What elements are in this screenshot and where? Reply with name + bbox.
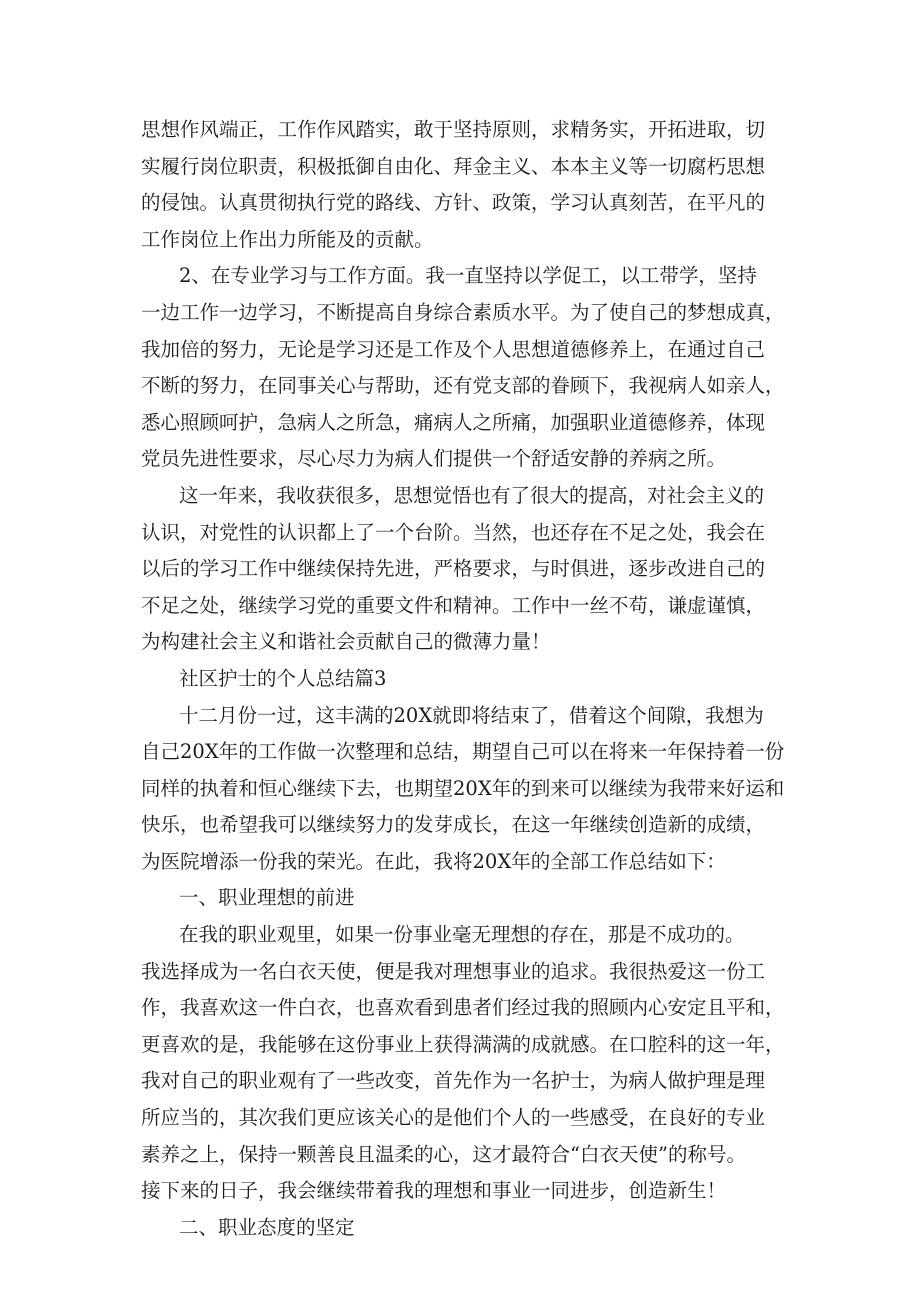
text-line: 作，我喜欢这一件白衣，也喜欢看到患者们经过我的照顾内心安定且平和， — [141, 996, 785, 1020]
text-line: 快乐，也希望我可以继续努力的发芽成长，在这一年继续创造新的成绩， — [141, 813, 766, 837]
text-line: 这一年来，我收获很多，思想觉悟也有了很大的提高，对社会主义的 — [179, 483, 765, 507]
document-body — [141, 112, 791, 1246]
text-line: 为构建社会主义和谐社会贡献自己的微薄力量！ — [141, 630, 551, 654]
text-line: 我对自己的职业观有了一些改变，首先作为一名护士，为病人做护理是理 — [141, 1069, 766, 1093]
text-line: 社区护士的个人总结篇3 — [179, 666, 387, 690]
text-line: 工作岗位上作出力所能及的贡献。 — [141, 227, 434, 251]
text-line: 十二月份一过，这丰满的20X就即将结束了，借着这个间隙，我想为 — [179, 703, 764, 727]
text-line: 实履行岗位职责，积极抵御自由化、拜金主义、本本主义等一切腐朽思想 — [141, 154, 766, 178]
text-line: 的侵蚀。认真贯彻执行党的路线、方针、政策，学习认真刻苦，在平凡的 — [141, 191, 766, 215]
text-line: 不断的努力，在同事关心与帮助，还有党支部的眷顾下，我视病人如亲人， — [141, 374, 785, 398]
text-line: 党员先进性要求，尽心尽力为病人们提供一个舒适安静的养病之所。 — [141, 447, 727, 471]
text-line: 2、在专业学习与工作方面。我一直坚持以学促工，以工带学，坚持 — [179, 264, 757, 288]
text-line: 同样的执着和恒心继续下去，也期望20X年的到来可以继续为我带来好运和 — [141, 776, 785, 800]
text-line: 悉心照顾呵护，急病人之所急，痛病人之所痛，加强职业道德修养，体现 — [141, 410, 766, 434]
text-line: 为医院增添一份我的荣光。在此，我将20X年的全部工作总结如下： — [141, 849, 726, 873]
text-line: 更喜欢的是，我能够在这份事业上获得满满的成就感。在口腔科的这一年， — [141, 1032, 785, 1056]
text-line: 接下来的日子，我会继续带着我的理想和事业一同进步，创造新生！ — [141, 1179, 727, 1203]
text-line: 以后的学习工作中继续保持先进，严格要求，与时俱进，逐步改进自己的 — [141, 557, 766, 581]
text-line: 素养之上，保持一颗善良且温柔的心，这才最符合“白衣天使”的称号。 — [141, 1142, 746, 1166]
text-line: 所应当的，其次我们更应该关心的是他们个人的一些感受，在良好的专业 — [141, 1106, 766, 1130]
text-line: 思想作风端正，工作作风踏实，敢于坚持原则，求精务实，开拓进取，切 — [141, 118, 766, 141]
text-line: 我选择成为一名白衣天使，便是我对理想事业的追求。我很热爱这一份工 — [141, 959, 766, 983]
text-line: 认识，对党性的认识都上了一个台阶。当然，也还存在不足之处，我会在 — [141, 520, 766, 544]
text-line: 一边工作一边学习，不断提高自身综合素质水平。为了使自己的梦想成真， — [141, 300, 785, 324]
text-line: 在我的职业观里，如果一份事业毫无理想的存在，那是不成功的。 — [179, 923, 745, 947]
text-line: 自己20X年的工作做一次整理和总结，期望自己可以在将来一年保持着一份 — [141, 740, 785, 764]
text-line: 不足之处，继续学习党的重要文件和精神。工作中一丝不苟，谦虚谨慎， — [141, 593, 766, 617]
text-line: 二、职业态度的坚定 — [179, 1215, 355, 1239]
text-line: 一、职业理想的前进 — [179, 886, 355, 910]
text-line: 我加倍的努力，无论是学习还是工作及个人思想道德修养上，在通过自己 — [141, 337, 766, 361]
